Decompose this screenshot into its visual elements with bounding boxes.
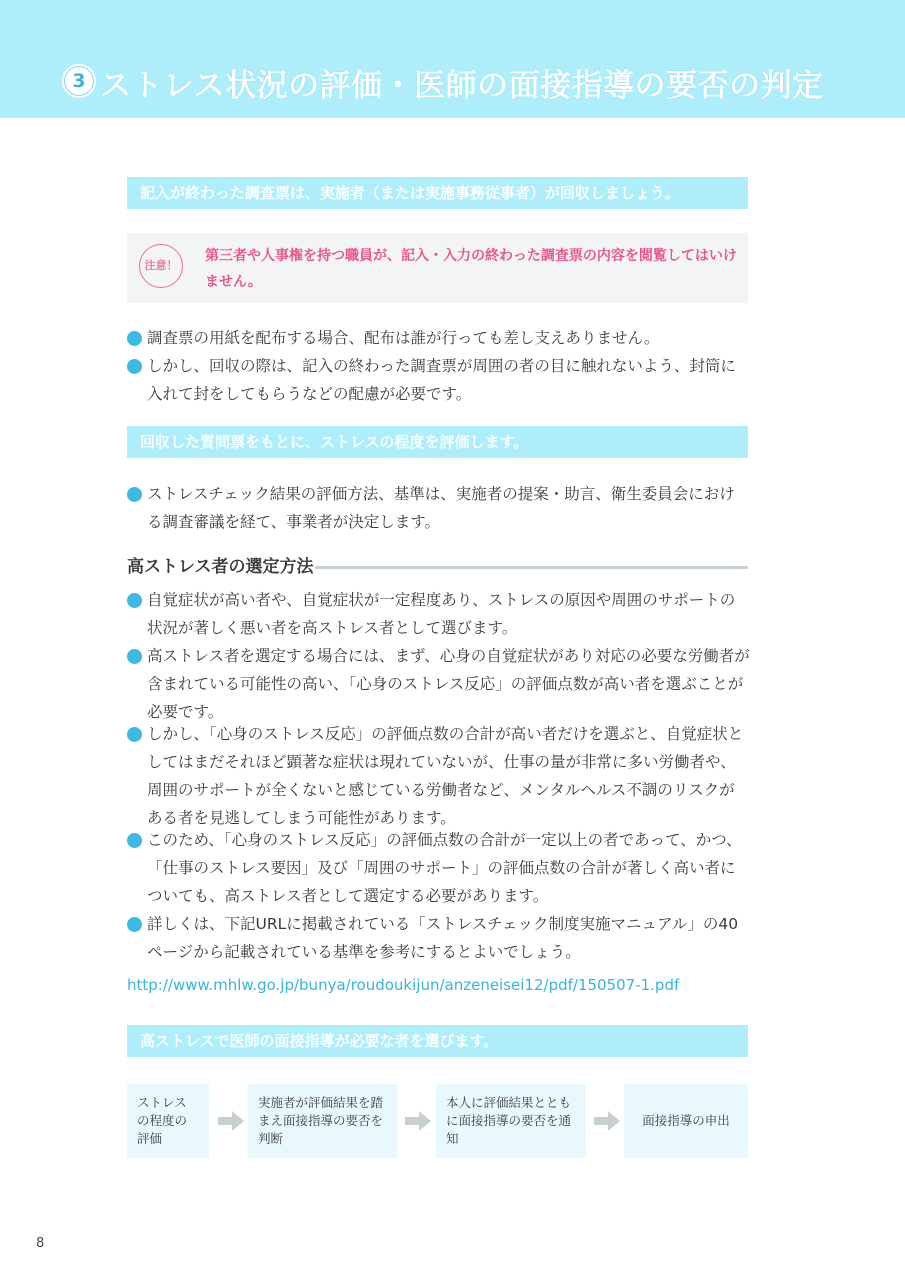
paragraph-text: 調査票の用紙を配布する場合、配布は誰が行っても差し支えありません。 <box>147 329 660 347</box>
paragraph-text: しかし、回収の際は、記入の終わった調査票が周囲の者の目に触れないよう、封筒に入れて封をしてもらうなどの配慮が必要です。 <box>147 357 736 403</box>
section-number-badge: 3 <box>62 64 96 98</box>
flow-step-text: 面接指導の申出 <box>642 1113 730 1128</box>
section-heading-selection: 高ストレスで医師の面接指導が必要な者を選びます。 <box>127 1025 748 1057</box>
bullet-paragraph <box>127 642 750 726</box>
bullet-dot-icon <box>127 359 142 374</box>
caution-badge: 注意！ <box>139 244 183 288</box>
caution-text: 第三者や人事権を持つ職員が、記入・入力の終わった調査票の内容を閲覧してはいけません。 <box>205 248 737 290</box>
right-arrow-icon <box>218 1111 244 1131</box>
bullet-dot-icon <box>127 727 142 742</box>
flow-step-4 <box>624 1084 748 1158</box>
right-arrow-icon <box>594 1111 620 1131</box>
page-header <box>0 0 905 118</box>
paragraph-text: このため、「心身のストレス反応」の評価点数の合計が一定以上の者であって、かつ、「仕事のストレス要因」及び「周囲のサポート」の評価点数の合計が著しく高い者についても、高ストレス者として選定する必要があります。 <box>147 831 742 905</box>
paragraph-text: 高ストレス者を選定する場合には、まず、心身の自覚症状があり対応の必要な労働者が含まれている可能性の高い、「心身のストレス反応」の評価点数が高い者を選ぶことが必要です。 <box>147 647 750 721</box>
right-arrow-icon <box>405 1111 431 1131</box>
section-heading-evaluation: 回収した質問票をもとに、ストレスの程度を評価します。 <box>127 426 748 458</box>
flow-step-text: 本人に評価結果とともに面接指導の要否を通知 <box>446 1095 572 1146</box>
manual-url-link[interactable]: http://www.mhlw.go.jp/bunya/roudoukijun/anzeneisei12/pdf/150507-1.pdf <box>127 976 680 994</box>
bullet-dot-icon <box>127 833 142 848</box>
bullet-dot-icon <box>127 331 142 346</box>
page-title: ストレス状況の評価・医師の面接指導の要否の判定 <box>100 68 824 104</box>
caution-box <box>127 233 748 303</box>
bullet-paragraph <box>127 480 750 536</box>
paragraph-text: ストレスチェック結果の評価方法、基準は、実施者の提案・助言、衛生委員会における調査審議を経て、事業者が決定します。 <box>147 485 735 531</box>
flow-step-1 <box>127 1084 209 1158</box>
bullet-dot-icon <box>127 917 142 932</box>
bullet-paragraph <box>127 910 750 966</box>
flow-step-2 <box>248 1084 397 1158</box>
section-heading-collection: 記入が終わった調査票は、実施者（または実施事務従事者）が回収しましょう。 <box>127 177 748 209</box>
bullet-paragraph <box>127 826 750 910</box>
subheading <box>127 550 748 580</box>
page-number: 8 <box>36 1236 45 1251</box>
bullet-paragraph <box>127 324 750 352</box>
flow-step-text: ストレスの程度の評価 <box>137 1095 188 1146</box>
paragraph-text: 詳しくは、下記URLに掲載されている「ストレスチェック制度実施マニュアル」の40ページから記載されている基準を参考にするとよいでしょう。 <box>147 915 739 961</box>
flow-step-3 <box>436 1084 586 1158</box>
flow-step-text: 実施者が評価結果を踏まえ面接指導の要否を判断 <box>258 1095 384 1146</box>
bullet-paragraph <box>127 586 750 642</box>
subheading-rule <box>315 566 748 569</box>
bullet-dot-icon <box>127 487 142 502</box>
bullet-dot-icon <box>127 593 142 608</box>
bullet-paragraph <box>127 720 750 832</box>
bullet-dot-icon <box>127 649 142 664</box>
bullet-paragraph <box>127 352 750 408</box>
paragraph-text: 自覚症状が高い者や、自覚症状が一定程度あり、ストレスの原因や周囲のサポートの状況が著しく悪い者を高ストレス者として選びます。 <box>147 591 736 637</box>
paragraph-text: しかし、「心身のストレス反応」の評価点数の合計が高い者だけを選ぶと、自覚症状としてはまだそれほど顕著な症状は現れていないが、仕事の量が非常に多い労働者や、周囲のサポートが全くないと感じている労働者など、メンタルヘルス不調のリスクがある者を見逃してしまう可能性があります。 <box>147 725 744 827</box>
subheading-text: 高ストレス者の選定方法 <box>127 557 314 577</box>
